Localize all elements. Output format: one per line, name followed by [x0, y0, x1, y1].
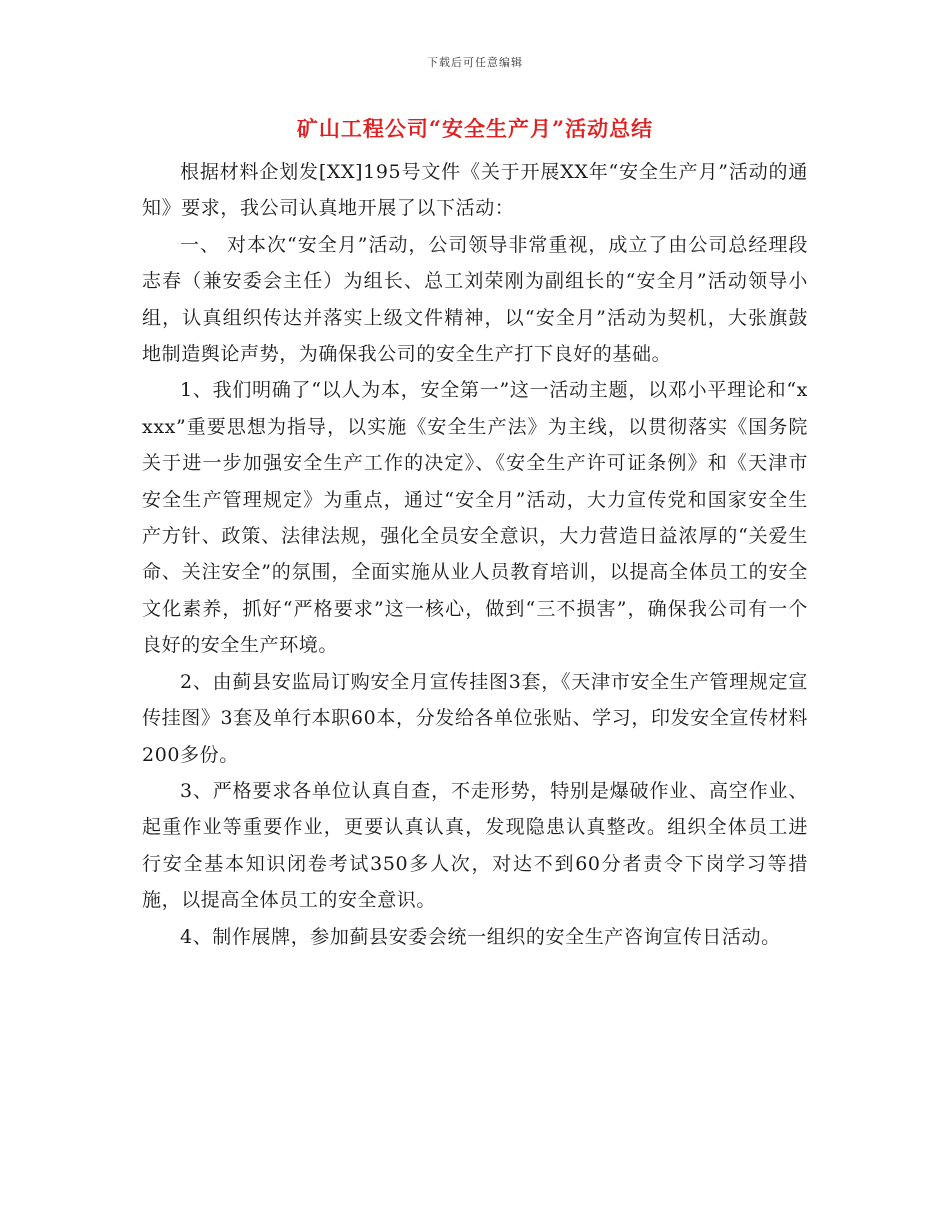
document-title: 矿山工程公司“安全生产月”活动总结	[296, 116, 654, 141]
document-body	[142, 154, 808, 955]
paragraph-item-4: 4、制作展牌，参加蓟县安委会统一组织的安全生产咨询宣传日活动。	[180, 925, 781, 948]
paragraph-intro: 根据材料企划发[XX]195号文件《关于开展XX年“安全生产月”活动的通知》要求，我公司认真地开展了以下活动：	[142, 161, 808, 220]
paragraph-item-1: 1、我们明确了“以人为本，安全第一”这一活动主题，以邓小平理论和“xxxx”重要思想为指导，以实施《安全生产法》为主线，以贯彻落实《国务院关于进一步加强安全生产工作的决定》、《安全生产许可证条例》和《天津市安全生产管理规定》为重点，通过“安全月”活动，大力宣传党和国家安全生产方针、政策、法律法规，强化全员安全意识，大力营造日益浓厚的“关爱生命、关注安全”的氛围，全面实施从业人员教育培训，以提高全体员工的安全文化素养，抓好“严格要求”这一核心，做到“三不损害”，确保我公司有一个良好的安全生产环境。	[142, 379, 808, 657]
paragraph-item-3: 3、严格要求各单位认真自查，不走形势，特别是爆破作业、高空作业、起重作业等重要作业，更要认真认真，发现隐患认真整改。组织全体员工进行安全基本知识闭卷考试350多人次，对达不到60分者责令下岗学习等措施，以提高全体员工的安全意识。	[142, 779, 808, 912]
paragraph-item-2: 2、由蓟县安监局订购安全月宣传挂图3套，《天津市安全生产管理规定宣传挂图》3套及单行本职60本，分发给各单位张贴、学习，印发安全宣传材料200多份。	[142, 670, 808, 766]
paragraph-section-1: 一、 对本次“安全月”活动，公司领导非常重视，成立了由公司总经理段志春（兼安委会主任）为组长、总工刘荣刚为副组长的“安全月”活动领导小组，认真组织传达并落实上级文件精神，以“安全月”活动为契机，大张旗鼓地制造舆论声势，为确保我公司的安全生产打下良好的基础。	[142, 233, 808, 366]
header-note: 下载后可任意编辑	[427, 56, 523, 69]
